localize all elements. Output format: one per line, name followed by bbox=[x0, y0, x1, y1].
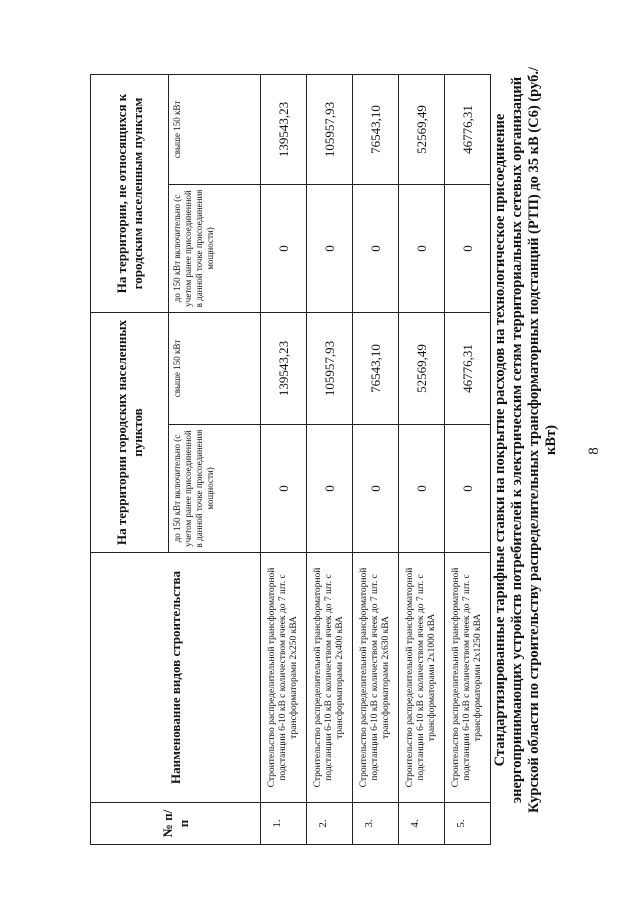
row-urban-upto-150: 0 bbox=[445, 425, 491, 553]
header-number: № п/п bbox=[91, 803, 261, 845]
table-row bbox=[307, 74, 353, 844]
row-number: 4. bbox=[399, 803, 445, 845]
row-urban-upto-150: 0 bbox=[261, 425, 307, 553]
row-urban-over-150: 46776,31 bbox=[445, 312, 491, 424]
row-rural-upto-150: 0 bbox=[353, 184, 399, 312]
row-urban-upto-150: 0 bbox=[353, 425, 399, 553]
row-number: 2. bbox=[307, 803, 353, 845]
header-rural-upto-150: до 150 кВт включительно (с учетом ранее присоединенной в данной точке присоединения мощности) bbox=[169, 184, 261, 312]
row-construction-type: Строительство распределительной трансформаторной подстанции 6-10 кВ с количеством ячеек до 7 шт. с трансформаторами 2х400 кВА bbox=[307, 553, 353, 803]
header-construction-type: Наименование видов строительства bbox=[91, 553, 261, 803]
row-construction-type: Строительство распределительной трансформаторной подстанции 6-10 кВ с количеством ячеек до 7 шт. с трансформаторами 2х630 кВА bbox=[353, 553, 399, 803]
row-construction-type: Строительство распределительной трансформаторной подстанции 6-10 кВ с количеством ячеек до 7 шт. с трансформаторами 2х250 кВА bbox=[261, 553, 307, 803]
row-rural-upto-150: 0 bbox=[307, 184, 353, 312]
row-urban-over-150: 139543,23 bbox=[261, 312, 307, 424]
row-urban-over-150: 52569,49 bbox=[399, 312, 445, 424]
table-row bbox=[399, 74, 445, 844]
row-rural-over-150: 76543,10 bbox=[353, 74, 399, 184]
row-rural-over-150: 46776,31 bbox=[445, 74, 491, 184]
row-rural-upto-150: 0 bbox=[261, 184, 307, 312]
header-urban-over-150: свыше 150 кВт bbox=[169, 312, 261, 424]
row-urban-over-150: 105957,93 bbox=[307, 312, 353, 424]
page-number: 8 bbox=[586, 447, 602, 455]
row-rural-over-150: 139543,23 bbox=[261, 74, 307, 184]
row-rural-over-150: 105957,93 bbox=[307, 74, 353, 184]
row-number: 1. bbox=[261, 803, 307, 845]
row-number: 5. bbox=[445, 803, 491, 845]
tariff-table bbox=[90, 74, 491, 845]
table-row bbox=[445, 74, 491, 844]
row-urban-upto-150: 0 bbox=[399, 425, 445, 553]
row-construction-type: Строительство распределительной трансформаторной подстанции 6-10 кВ с количеством ячеек до 7 шт. с трансформаторами 2х1250 кВА bbox=[445, 553, 491, 803]
document-title: Стандартизированные тарифные ставки на покрытие расходов на технологическое присоединение энергопринимающих устройств потребителей к электрическим сетям территориальных сетевых организаций Курской области по строительству распределительных трансформаторных подстанций (РТП) до 35 кВ (С6) (руб./кВт) bbox=[492, 67, 559, 813]
table-row bbox=[261, 74, 307, 844]
row-rural-upto-150: 0 bbox=[399, 184, 445, 312]
row-urban-over-150: 76543,10 bbox=[353, 312, 399, 424]
row-rural-over-150: 52569,49 bbox=[399, 74, 445, 184]
row-construction-type: Строительство распределительной трансформаторной подстанции 6-10 кВ с количеством ячеек до 7 шт. с трансформаторами 2х1000 кВА bbox=[399, 553, 445, 803]
row-number: 3. bbox=[353, 803, 399, 845]
row-rural-upto-150: 0 bbox=[445, 184, 491, 312]
header-rural-over-150: свыше 150 кВт bbox=[169, 74, 261, 184]
row-urban-upto-150: 0 bbox=[307, 425, 353, 553]
table-row bbox=[353, 74, 399, 844]
header-urban: На территории городских населенных пунктов bbox=[91, 312, 169, 552]
header-rural: На территории, не относящихся к городским населенным пунктам bbox=[91, 74, 169, 312]
header-urban-upto-150: до 150 кВт включительно (с учетом ранее присоединенной в данной точке присоединения мощности) bbox=[169, 425, 261, 553]
